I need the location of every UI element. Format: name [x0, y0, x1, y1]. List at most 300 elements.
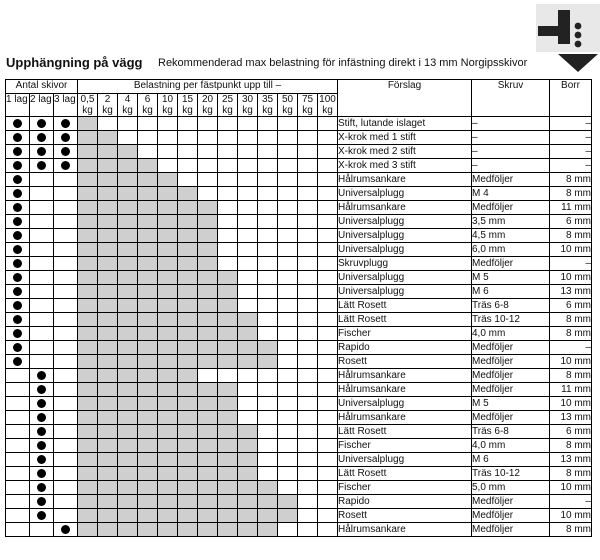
- load-cell: [218, 495, 238, 509]
- load-cell: [258, 201, 278, 215]
- layer-dot: [37, 133, 46, 142]
- layer-cell: [30, 215, 54, 229]
- load-cell: [238, 327, 258, 341]
- load-cell: [238, 383, 258, 397]
- load-cell: [278, 425, 298, 439]
- load-cell: [318, 397, 338, 411]
- load-cell: [118, 439, 138, 453]
- load-cell: [298, 243, 318, 257]
- layer-cell: [30, 187, 54, 201]
- borr-cell: –: [550, 159, 592, 173]
- load-cell: [238, 467, 258, 481]
- load-cell: [98, 509, 118, 523]
- table-row: [6, 229, 592, 243]
- borr-cell: 10 mm: [550, 481, 592, 495]
- load-cell: [258, 187, 278, 201]
- load-cell: [118, 285, 138, 299]
- load-cell: [98, 425, 118, 439]
- layer-cell: [6, 523, 30, 537]
- layer-cell: [30, 523, 54, 537]
- load-cell: [278, 159, 298, 173]
- skruv-cell: Träs 6-8: [472, 299, 550, 313]
- load-cell: [238, 117, 258, 131]
- load-cell: [278, 299, 298, 313]
- load-cell: [318, 131, 338, 145]
- load-cell: [198, 131, 218, 145]
- header-load-9: [258, 94, 278, 117]
- layer-dot: [13, 273, 22, 282]
- load-cell: [238, 481, 258, 495]
- load-cell: [278, 173, 298, 187]
- layer-cell: [6, 467, 30, 481]
- load-cell: [138, 397, 158, 411]
- load-cell: [318, 271, 338, 285]
- load-cell: [198, 257, 218, 271]
- layer-dot: [37, 147, 46, 156]
- header-lag-3: 3 lag: [54, 94, 78, 117]
- layer-cell: [6, 257, 30, 271]
- layer-cell: [54, 215, 78, 229]
- load-cell: [318, 369, 338, 383]
- load-cell: [178, 523, 198, 537]
- load-cell: [158, 411, 178, 425]
- load-cell: [318, 313, 338, 327]
- load-cell: [258, 117, 278, 131]
- load-cell: [178, 355, 198, 369]
- load-cell: [78, 425, 98, 439]
- table-row: [6, 159, 592, 173]
- header-load-1: [98, 94, 118, 117]
- load-cell: [318, 509, 338, 523]
- header-load-unit: kg: [82, 105, 93, 116]
- borr-cell: 6 mm: [550, 215, 592, 229]
- load-cell: [98, 159, 118, 173]
- load-cell: [218, 201, 238, 215]
- forslag-cell: Fischer: [338, 481, 472, 495]
- load-cell: [218, 425, 238, 439]
- layer-dot: [37, 371, 46, 380]
- load-cell: [118, 145, 138, 159]
- layer-cell: [6, 341, 30, 355]
- forslag-cell: X-krok med 3 stift: [338, 159, 472, 173]
- layer-cell: [30, 411, 54, 425]
- load-cell: [138, 159, 158, 173]
- borr-cell: 8 mm: [550, 467, 592, 481]
- load-cell: [98, 495, 118, 509]
- load-cell: [118, 327, 138, 341]
- skruv-cell: Medföljer: [472, 523, 550, 537]
- load-cell: [318, 425, 338, 439]
- layer-dot: [61, 161, 70, 170]
- forslag-cell: Universalplugg: [338, 453, 472, 467]
- layer-cell: [6, 495, 30, 509]
- load-cell: [198, 243, 218, 257]
- load-cell: [78, 159, 98, 173]
- load-cell: [198, 271, 218, 285]
- borr-cell: –: [550, 257, 592, 271]
- load-cell: [178, 215, 198, 229]
- skruv-cell: Medföljer: [472, 383, 550, 397]
- load-cell: [78, 299, 98, 313]
- borr-cell: –: [550, 145, 592, 159]
- layer-cell: [6, 299, 30, 313]
- load-cell: [158, 425, 178, 439]
- layer-dot: [13, 217, 22, 226]
- load-cell: [218, 257, 238, 271]
- load-cell: [298, 355, 318, 369]
- layer-cell: [54, 341, 78, 355]
- layer-cell: [30, 369, 54, 383]
- load-cell: [238, 201, 258, 215]
- header-load-value: 2: [104, 94, 111, 105]
- layer-cell: [54, 117, 78, 131]
- load-cell: [238, 453, 258, 467]
- load-cell: [98, 313, 118, 327]
- layer-dot: [37, 469, 46, 478]
- page-subtitle: Rekommenderad max belastning för infästning direkt i 13 mm Norgipsskivor: [158, 57, 528, 69]
- layer-cell: [54, 243, 78, 257]
- header-belastning: Belastning per fästpunkt upp till –: [78, 80, 338, 94]
- load-cell: [298, 509, 318, 523]
- forslag-cell: Lätt Rosett: [338, 299, 472, 313]
- layer-cell: [6, 369, 30, 383]
- load-cell: [138, 313, 158, 327]
- layer-dot: [61, 525, 70, 534]
- load-cell: [258, 523, 278, 537]
- load-cell: [98, 355, 118, 369]
- forslag-cell: Fischer: [338, 439, 472, 453]
- load-cell: [278, 369, 298, 383]
- load-cell: [198, 173, 218, 187]
- load-cell: [278, 229, 298, 243]
- load-cell: [118, 341, 138, 355]
- load-cell: [218, 439, 238, 453]
- load-cell: [198, 117, 218, 131]
- header-load-value: 30: [241, 94, 254, 105]
- load-cell: [158, 467, 178, 481]
- load-cell: [298, 495, 318, 509]
- layer-dot: [13, 175, 22, 184]
- load-cell: [178, 313, 198, 327]
- load-cell: [278, 411, 298, 425]
- load-cell: [298, 425, 318, 439]
- layer-cell: [6, 173, 30, 187]
- load-cell: [78, 523, 98, 537]
- borr-cell: 8 mm: [550, 187, 592, 201]
- skruv-cell: 4,5 mm: [472, 229, 550, 243]
- load-cell: [178, 341, 198, 355]
- load-cell: [298, 173, 318, 187]
- table-row: [6, 117, 592, 131]
- load-cell: [258, 495, 278, 509]
- load-cell: [158, 369, 178, 383]
- load-cell: [118, 257, 138, 271]
- load-cell: [178, 369, 198, 383]
- load-cell: [218, 299, 238, 313]
- header-lag-2: 2 lag: [30, 94, 54, 117]
- header-load-unit: kg: [282, 105, 293, 116]
- layer-cell: [54, 271, 78, 285]
- layer-cell: [30, 453, 54, 467]
- load-cell: [178, 117, 198, 131]
- load-cell: [158, 243, 178, 257]
- layer-cell: [6, 397, 30, 411]
- layer-cell: [30, 173, 54, 187]
- load-cell: [318, 355, 338, 369]
- load-cell: [158, 383, 178, 397]
- forslag-cell: Rapido: [338, 341, 472, 355]
- load-cell: [138, 509, 158, 523]
- layer-cell: [54, 145, 78, 159]
- borr-cell: 10 mm: [550, 271, 592, 285]
- load-cell: [138, 467, 158, 481]
- load-cell: [138, 257, 158, 271]
- header-load-12: [318, 94, 338, 117]
- load-cell: [218, 509, 238, 523]
- load-cell: [98, 131, 118, 145]
- table-row: [6, 215, 592, 229]
- header-load-value: 0,5: [80, 94, 95, 105]
- layer-dot: [13, 329, 22, 338]
- load-cell: [138, 201, 158, 215]
- load-cell: [258, 131, 278, 145]
- forslag-cell: Hålrumsankare: [338, 523, 472, 537]
- load-cell: [178, 327, 198, 341]
- layer-cell: [6, 355, 30, 369]
- header-load-5: [178, 94, 198, 117]
- layer-cell: [30, 117, 54, 131]
- load-cell: [258, 467, 278, 481]
- load-cell: [178, 453, 198, 467]
- load-cell: [78, 117, 98, 131]
- skruv-cell: Medföljer: [472, 201, 550, 215]
- load-cell: [118, 481, 138, 495]
- load-cell: [198, 523, 218, 537]
- layer-cell: [54, 201, 78, 215]
- header-load-unit: kg: [102, 105, 113, 116]
- load-cell: [298, 369, 318, 383]
- load-cell: [258, 509, 278, 523]
- load-cell: [178, 467, 198, 481]
- load-cell: [198, 327, 218, 341]
- load-cell: [178, 285, 198, 299]
- header-load-unit: kg: [202, 105, 213, 116]
- skruv-cell: Medföljer: [472, 495, 550, 509]
- layer-dot: [13, 343, 22, 352]
- skruv-cell: 6,0 mm: [472, 243, 550, 257]
- table-row: [6, 397, 592, 411]
- load-cell: [98, 383, 118, 397]
- load-cell: [138, 453, 158, 467]
- load-cell: [218, 327, 238, 341]
- load-cell: [298, 187, 318, 201]
- header-load-10: [278, 94, 298, 117]
- load-cell: [238, 523, 258, 537]
- load-table: [5, 79, 592, 537]
- load-cell: [278, 187, 298, 201]
- layer-dot: [13, 203, 22, 212]
- load-cell: [138, 411, 158, 425]
- load-cell: [98, 215, 118, 229]
- load-cell: [238, 131, 258, 145]
- load-cell: [278, 313, 298, 327]
- load-cell: [158, 187, 178, 201]
- load-cell: [78, 481, 98, 495]
- load-cell: [218, 383, 238, 397]
- layer-cell: [6, 509, 30, 523]
- load-cell: [138, 495, 158, 509]
- layer-cell: [54, 439, 78, 453]
- skruv-cell: –: [472, 117, 550, 131]
- skruv-cell: Medföljer: [472, 411, 550, 425]
- layer-cell: [6, 117, 30, 131]
- layer-cell: [6, 145, 30, 159]
- borr-cell: 11 mm: [550, 201, 592, 215]
- load-cell: [298, 523, 318, 537]
- table-row: [6, 131, 592, 145]
- borr-cell: –: [550, 495, 592, 509]
- load-cell: [258, 285, 278, 299]
- skruv-cell: M 5: [472, 271, 550, 285]
- load-cell: [238, 509, 258, 523]
- layer-cell: [6, 411, 30, 425]
- table-row: [6, 495, 592, 509]
- load-cell: [198, 495, 218, 509]
- load-cell: [78, 313, 98, 327]
- load-cell: [218, 215, 238, 229]
- layer-cell: [54, 313, 78, 327]
- load-cell: [238, 425, 258, 439]
- table-row: [6, 369, 592, 383]
- layer-dot: [13, 147, 22, 156]
- load-cell: [318, 243, 338, 257]
- load-cell: [138, 369, 158, 383]
- borr-cell: –: [550, 341, 592, 355]
- load-cell: [278, 495, 298, 509]
- layer-cell: [30, 299, 54, 313]
- load-cell: [278, 397, 298, 411]
- load-cell: [158, 229, 178, 243]
- load-cell: [238, 145, 258, 159]
- skruv-cell: 5,0 mm: [472, 481, 550, 495]
- load-cell: [298, 131, 318, 145]
- load-cell: [138, 173, 158, 187]
- load-cell: [98, 327, 118, 341]
- load-cell: [138, 299, 158, 313]
- load-cell: [238, 285, 258, 299]
- load-cell: [138, 117, 158, 131]
- load-cell: [258, 229, 278, 243]
- layer-dot: [37, 399, 46, 408]
- load-cell: [218, 243, 238, 257]
- load-cell: [138, 439, 158, 453]
- load-cell: [78, 215, 98, 229]
- layer-cell: [30, 495, 54, 509]
- header-load-value: 25: [221, 94, 234, 105]
- load-cell: [298, 257, 318, 271]
- load-cell: [238, 299, 258, 313]
- forslag-cell: Universalplugg: [338, 397, 472, 411]
- layer-cell: [30, 481, 54, 495]
- load-cell: [98, 173, 118, 187]
- forslag-cell: Universalplugg: [338, 229, 472, 243]
- layer-dot: [13, 133, 22, 142]
- load-cell: [298, 117, 318, 131]
- load-cell: [218, 271, 238, 285]
- load-cell: [138, 383, 158, 397]
- load-cell: [178, 425, 198, 439]
- load-cell: [118, 523, 138, 537]
- layer-cell: [30, 159, 54, 173]
- table-row: [6, 425, 592, 439]
- load-cell: [218, 481, 238, 495]
- layer-dot: [37, 161, 46, 170]
- load-cell: [78, 467, 98, 481]
- load-cell: [218, 229, 238, 243]
- forslag-cell: Universalplugg: [338, 285, 472, 299]
- layer-dot: [37, 483, 46, 492]
- layer-dot: [37, 511, 46, 520]
- borr-cell: 8 mm: [550, 523, 592, 537]
- table-row: [6, 299, 592, 313]
- layer-cell: [54, 173, 78, 187]
- load-cell: [198, 187, 218, 201]
- load-cell: [158, 285, 178, 299]
- load-cell: [98, 467, 118, 481]
- table-row: [6, 341, 592, 355]
- load-cell: [138, 187, 158, 201]
- load-cell: [158, 201, 178, 215]
- header-load-3: [138, 94, 158, 117]
- load-cell: [98, 439, 118, 453]
- layer-cell: [30, 355, 54, 369]
- forslag-cell: Hålrumsankare: [338, 369, 472, 383]
- load-cell: [178, 481, 198, 495]
- skruv-cell: M 6: [472, 285, 550, 299]
- forslag-cell: X-krok med 2 stift: [338, 145, 472, 159]
- skruv-cell: 4,0 mm: [472, 439, 550, 453]
- load-cell: [98, 257, 118, 271]
- load-cell: [298, 481, 318, 495]
- load-cell: [318, 145, 338, 159]
- load-cell: [118, 467, 138, 481]
- load-cell: [198, 383, 218, 397]
- load-cell: [138, 271, 158, 285]
- forslag-cell: Lätt Rosett: [338, 467, 472, 481]
- skruv-cell: Medföljer: [472, 257, 550, 271]
- load-cell: [118, 397, 138, 411]
- load-cell: [178, 243, 198, 257]
- load-cell: [278, 215, 298, 229]
- borr-cell: 11 mm: [550, 383, 592, 397]
- load-cell: [138, 341, 158, 355]
- load-cell: [238, 369, 258, 383]
- load-cell: [218, 285, 238, 299]
- table-row: [6, 187, 592, 201]
- load-cell: [178, 201, 198, 215]
- load-cell: [318, 341, 338, 355]
- load-cell: [118, 355, 138, 369]
- load-cell: [78, 257, 98, 271]
- load-cell: [178, 383, 198, 397]
- header-forslag: Förslag: [338, 80, 472, 117]
- load-cell: [158, 341, 178, 355]
- load-cell: [158, 145, 178, 159]
- layer-cell: [54, 131, 78, 145]
- load-cell: [178, 229, 198, 243]
- table-row: [6, 383, 592, 397]
- layer-cell: [6, 229, 30, 243]
